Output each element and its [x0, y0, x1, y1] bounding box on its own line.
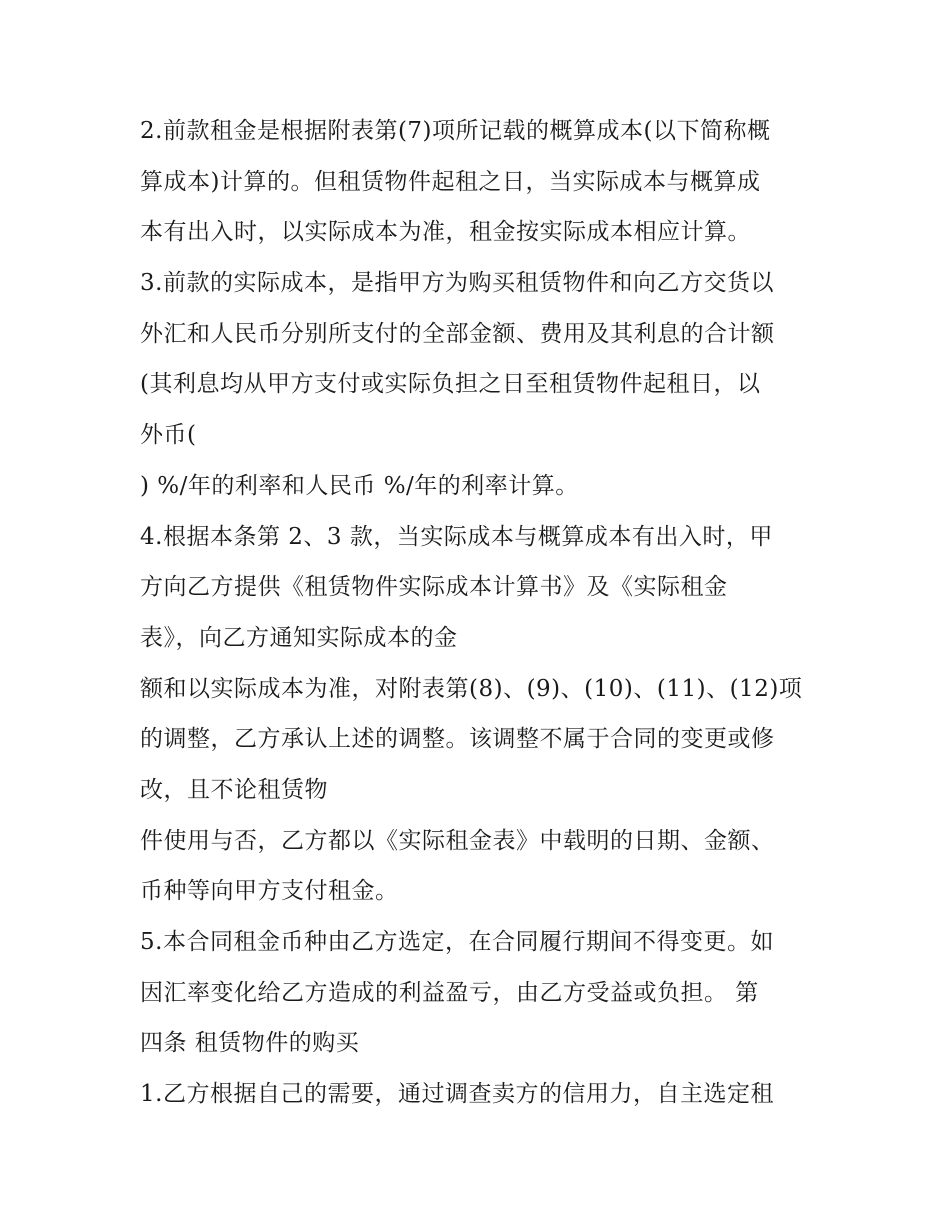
text-line-7: 外币(: [140, 422, 197, 449]
text-line-9: 4.根据本条第 2、3 款，当实际成本与概算成本有出入时，甲: [140, 523, 773, 550]
text-line-18: 因汇率变化给乙方造成的利益盈亏，由乙方受益或负担。 第: [140, 979, 759, 1006]
text-line-14: 改，且不论租赁物: [140, 776, 328, 803]
text-line-13: 的调整，乙方承认上述的调整。该调整不属于合同的变更或修: [140, 726, 775, 753]
text-line-8: ) %/年的利率和人民币 %/年的利率计算。: [140, 472, 579, 499]
text-line-19: 四条 租赁物件的购买: [140, 1030, 360, 1057]
text-line-17: 5.本合同租金币种由乙方选定，在合同履行期间不得变更。如: [140, 929, 774, 955]
text-line-5: 外汇和人民币分别所支付的全部金额、费用及其利息的合计额: [140, 320, 775, 347]
text-line-10: 方向乙方提供《租赁物件实际成本计算书》及《实际租金: [140, 574, 728, 601]
text-line-4: 3.前款的实际成本，是指甲方为购买租赁物件和向乙方交货以: [140, 270, 774, 297]
document-body: [140, 106, 820, 1120]
text-line-11: 表》，向乙方通知实际成本的金: [140, 624, 458, 651]
text-line-15: 件使用与否，乙方都以《实际租金表》中载明的日期、金额、: [140, 827, 775, 854]
text-line-20: 1.乙方根据自己的需要，通过调查卖方的信用力，自主选定租: [140, 1081, 774, 1108]
text-line-6: (其利息均从甲方支付或实际负担之日至租赁物件起租日，以: [140, 371, 761, 398]
text-line-3: 本有出入时，以实际成本为准，租金按实际成本相应计算。: [140, 219, 751, 246]
text-line-16: 币种等向甲方支付租金。: [140, 878, 399, 905]
text-line-1: 2.前款租金是根据附表第(7)项所记载的概算成本(以下简称概: [140, 118, 771, 144]
text-line-12: 额和以实际成本为准，对附表第(8)、(9)、(10)、(11)、(12)项: [140, 675, 803, 702]
text-line-2: 算成本)计算的。但租赁物件起租之日，当实际成本与概算成: [140, 168, 761, 195]
